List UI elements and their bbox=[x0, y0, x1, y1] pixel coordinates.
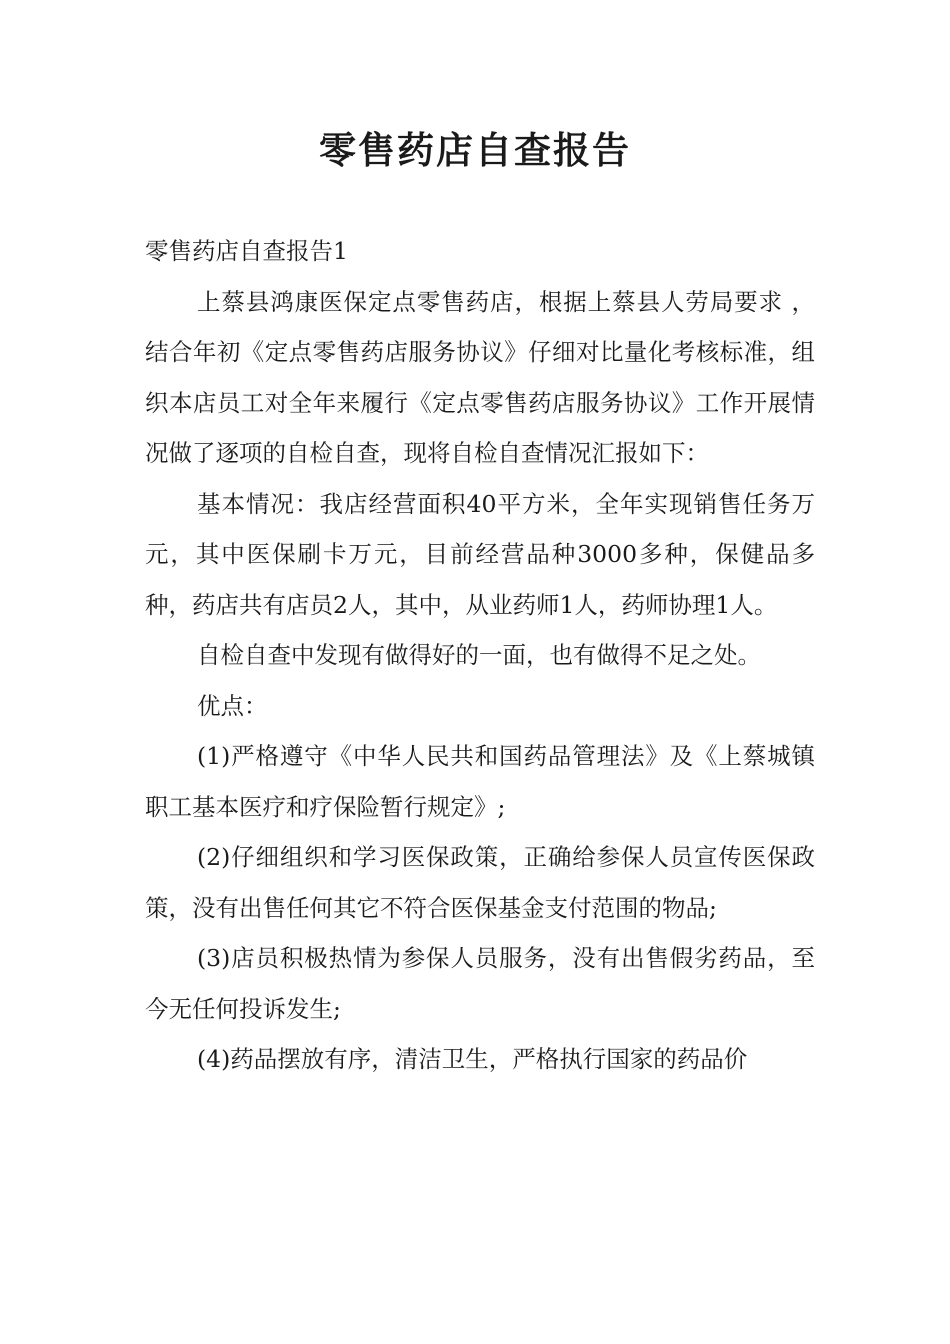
paragraph-strengths-heading: 优点： bbox=[197, 691, 268, 720]
paragraph-summary: 自检自查中发现有做得好的一面，也有做得不足之处。 bbox=[197, 641, 761, 669]
section-heading: 零售药店自查报告1 bbox=[145, 237, 348, 265]
paragraph-basic-info: 基本情况：我店经营面积40平方米，全年实现销售任务万元，其中医保刷卡万元，目前经营品种3000多种，保健品多种，药店共有店员2人，其中，从业药师1人，药师协理1人。 bbox=[145, 489, 815, 619]
document-title: 零售药店自查报告 bbox=[319, 128, 631, 172]
list-item-3: (3)店员积极热情为参保人员服务，没有出售假劣药品，至今无任何投诉发生; bbox=[145, 944, 815, 1023]
paragraph-intro: 上蔡县鸿康医保定点零售药店，根据上蔡县人劳局要求 ，结合年初《定点零售药店服务协议》仔细对比量化考核标准，组织本店员工对全年来履行《定点零售药店服务协议》工作开展情况做了逐项的自检自查，现将自检自查情况汇报如下： bbox=[145, 287, 815, 467]
document-body bbox=[145, 226, 815, 1085]
list-item-2: (2)仔细组织和学习医保政策，正确给参保人员宣传医保政策，没有出售任何其它不符合医保基金支付范围的物品; bbox=[145, 843, 815, 922]
list-item-1: (1)严格遵守《中华人民共和国药品管理法》及《上蔡城镇职工基本医疗和疗保险暂行规定》; bbox=[145, 742, 815, 821]
list-item-4: (4)药品摆放有序，清洁卫生，严格执行国家的药品价 bbox=[197, 1045, 748, 1073]
